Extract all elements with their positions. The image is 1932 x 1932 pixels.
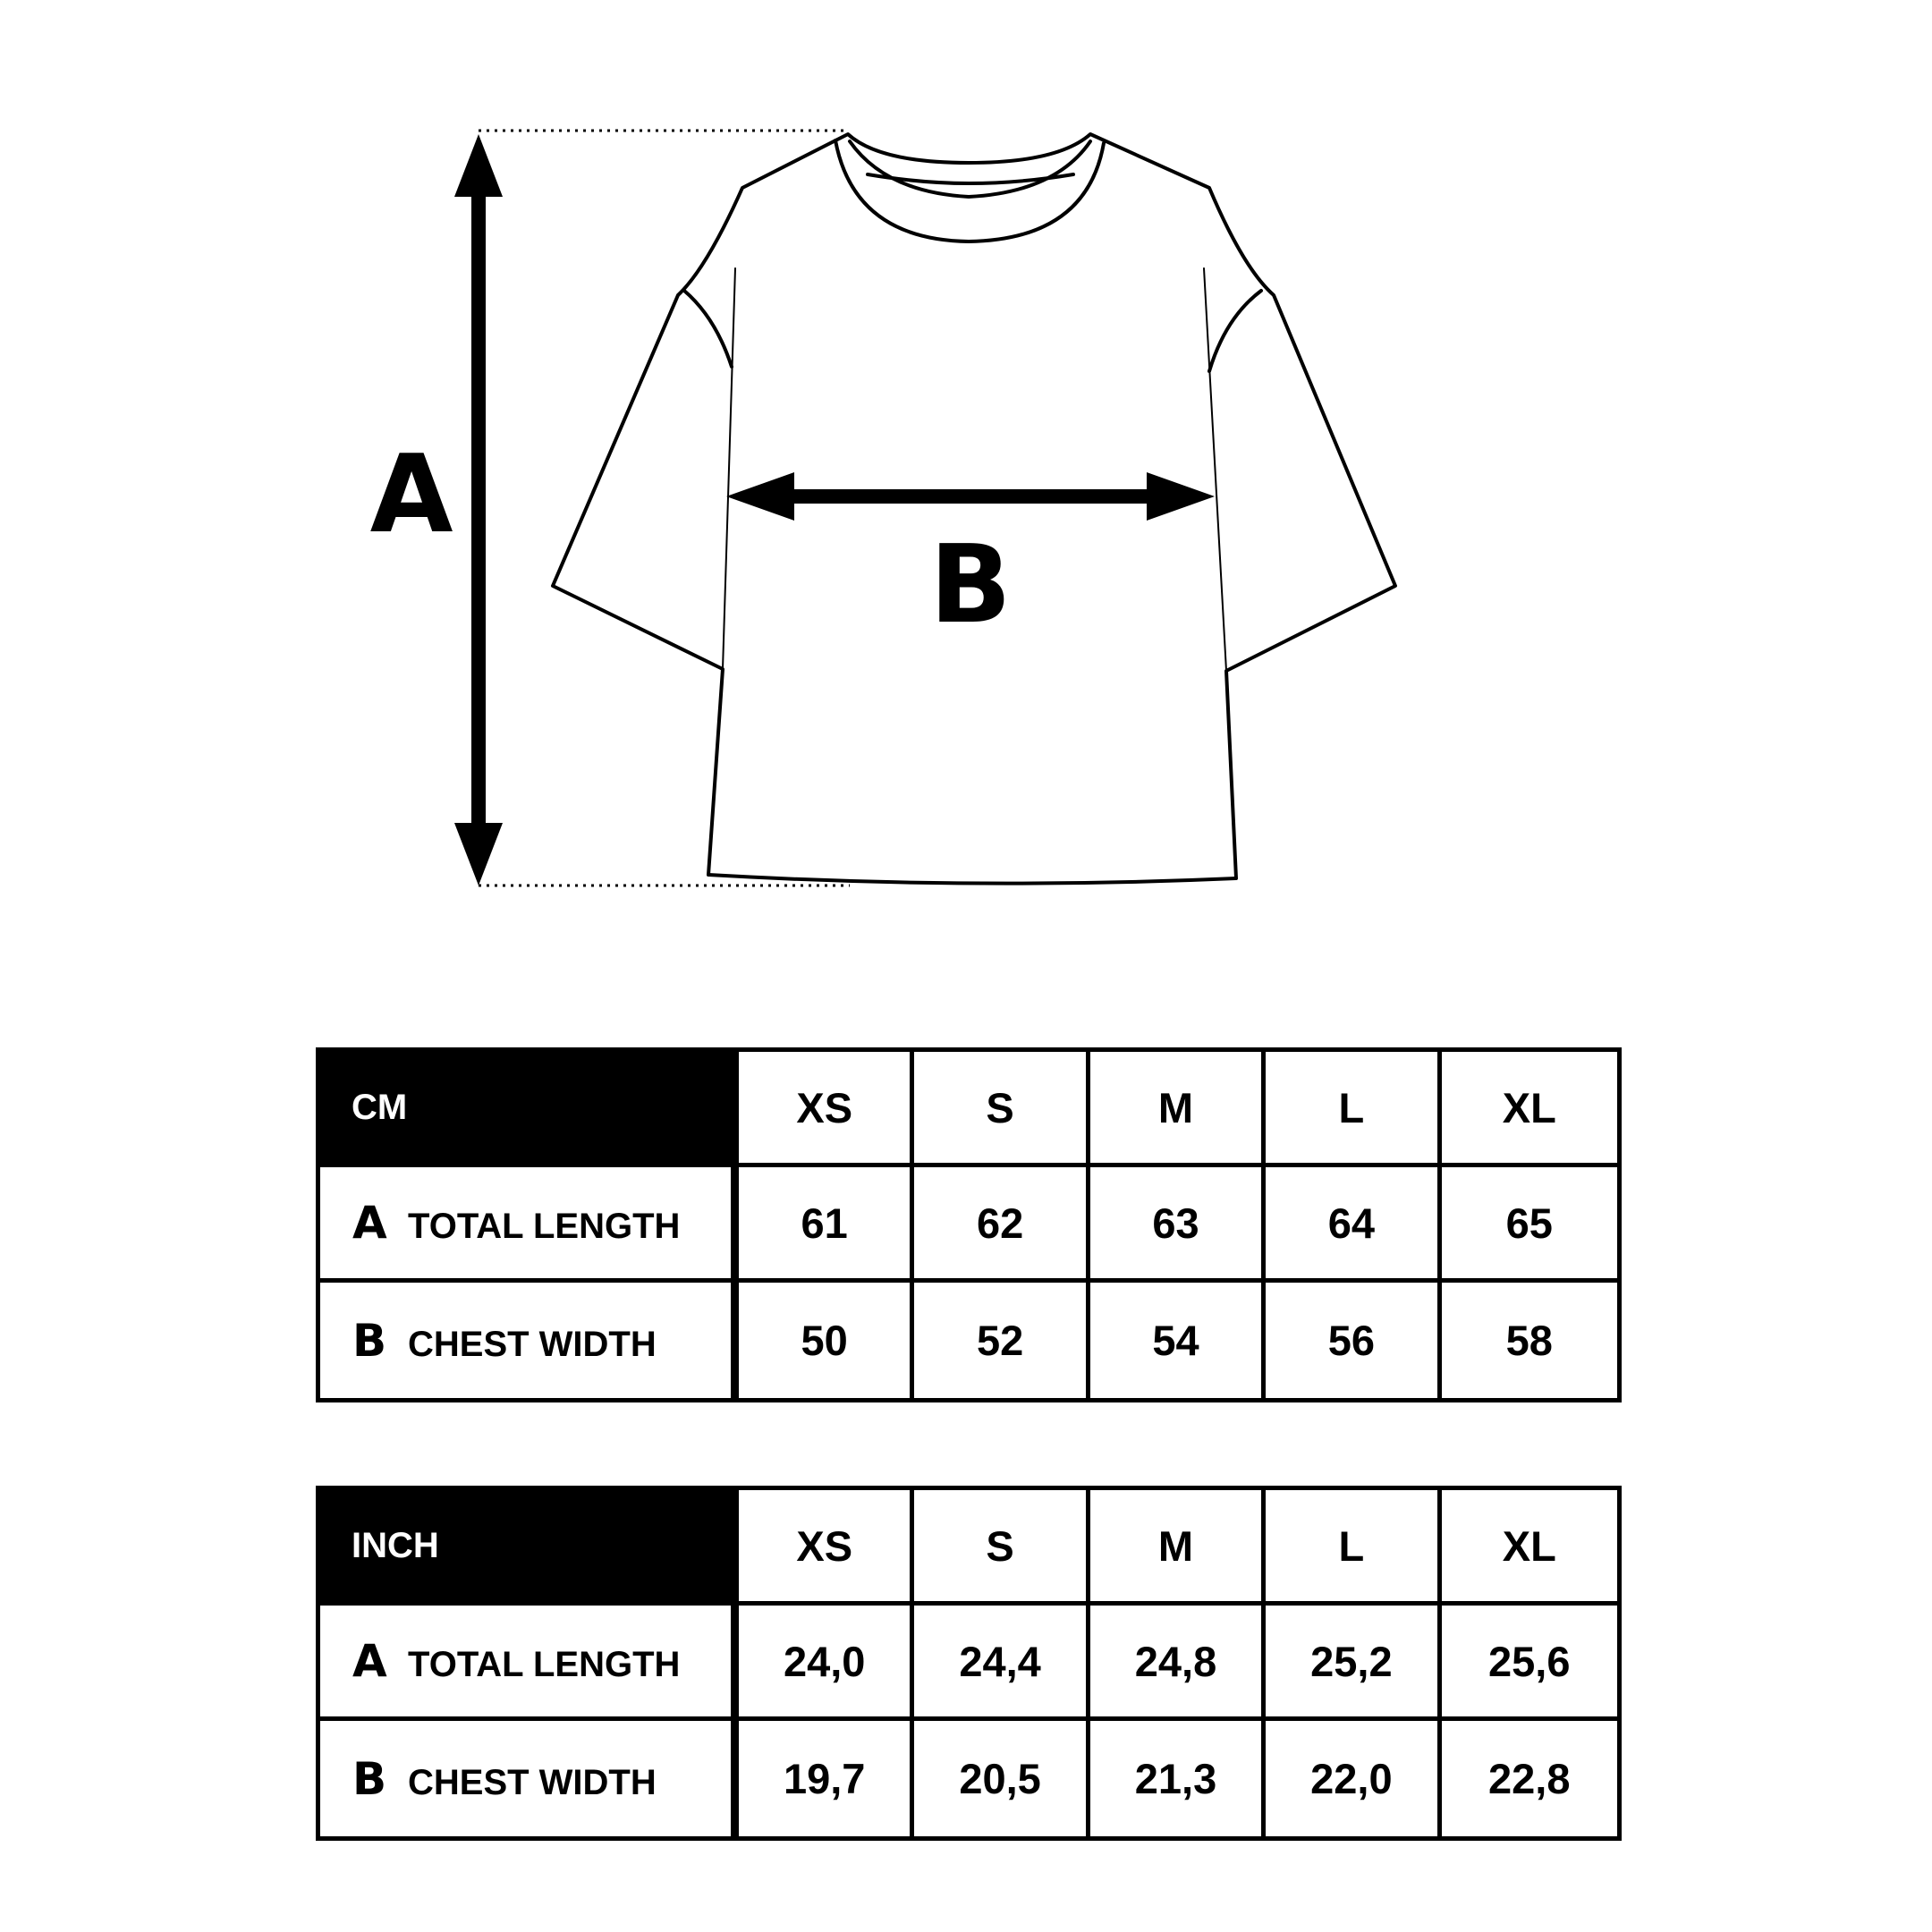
table-row: [320, 1167, 1617, 1283]
length-arrow: [454, 134, 503, 886]
row-letter: A: [352, 1635, 387, 1687]
table-cell: 19,7: [739, 1721, 914, 1836]
table-cell: 22,0: [1266, 1721, 1441, 1836]
size-header-xs: XS: [739, 1490, 914, 1606]
chest-arrow: [726, 472, 1215, 521]
row-label-text: TOTAL LENGTH: [408, 1207, 681, 1246]
size-header-m: M: [1090, 1490, 1266, 1606]
table-row: [320, 1721, 1617, 1836]
table-cell: 24,0: [739, 1606, 914, 1721]
tshirt-body-outline: [553, 134, 1395, 884]
size-header-l: L: [1266, 1490, 1441, 1606]
table-cell: 62: [914, 1167, 1089, 1283]
row-label-total-length: [320, 1167, 739, 1283]
row-label-text: TOTAL LENGTH: [408, 1645, 681, 1684]
row-label-text: CHEST WIDTH: [408, 1324, 657, 1364]
table-row: [320, 1606, 1617, 1721]
table-cell: 21,3: [1090, 1721, 1266, 1836]
table-cell: 24,8: [1090, 1606, 1266, 1721]
row-label-chest-width: [320, 1721, 739, 1836]
size-header-xl: XL: [1442, 1052, 1617, 1167]
size-table-cm: [316, 1047, 1622, 1402]
table-cell: 50: [739, 1283, 914, 1398]
collar-rib-1: [850, 141, 1090, 197]
table-cell: 22,8: [1488, 1755, 1571, 1802]
collar-outer: [835, 140, 1104, 242]
row-label-text: CHEST WIDTH: [408, 1762, 657, 1802]
table-header-row: [320, 1052, 1617, 1167]
left-side-line: [723, 268, 735, 669]
left-sleeve-seam: [684, 291, 732, 367]
row-label-total-length: [320, 1606, 739, 1721]
unit-label: CM: [320, 1052, 739, 1167]
table-cell: 25,6: [1442, 1606, 1617, 1721]
table-header-row: [320, 1490, 1617, 1606]
label-a: A: [369, 433, 453, 557]
table-cell: 52: [914, 1283, 1089, 1398]
table-cell: 24,4: [914, 1606, 1089, 1721]
row-label-chest-width: [320, 1283, 739, 1398]
table-cell: 63: [1090, 1167, 1266, 1283]
table-cell: 61: [739, 1167, 914, 1283]
row-letter: B: [352, 1314, 387, 1367]
table-row: [320, 1283, 1617, 1398]
table-cell: 20,5: [914, 1721, 1089, 1836]
table-cell: 65: [1442, 1167, 1617, 1283]
size-header-m: M: [1090, 1052, 1266, 1167]
size-table-inch: [316, 1486, 1622, 1841]
tshirt-icon: [553, 134, 1395, 884]
table-cell: 54: [1090, 1283, 1266, 1398]
table-cell: 25,2: [1266, 1606, 1441, 1721]
row-letter: B: [352, 1752, 387, 1805]
size-header-xl: XL: [1442, 1490, 1617, 1606]
row-letter: A: [352, 1197, 387, 1249]
size-header-s: S: [914, 1052, 1089, 1167]
size-header-l: L: [1266, 1052, 1441, 1167]
right-sleeve-seam: [1209, 291, 1261, 371]
size-header-xs: XS: [739, 1052, 914, 1167]
table-cell: 58: [1505, 1317, 1553, 1364]
unit-label: INCH: [320, 1490, 739, 1606]
size-header-s: S: [914, 1490, 1089, 1606]
table-cell: 64: [1266, 1167, 1441, 1283]
right-side-line: [1204, 268, 1226, 671]
label-b: B: [929, 523, 1012, 648]
table-cell: 56: [1266, 1283, 1441, 1398]
